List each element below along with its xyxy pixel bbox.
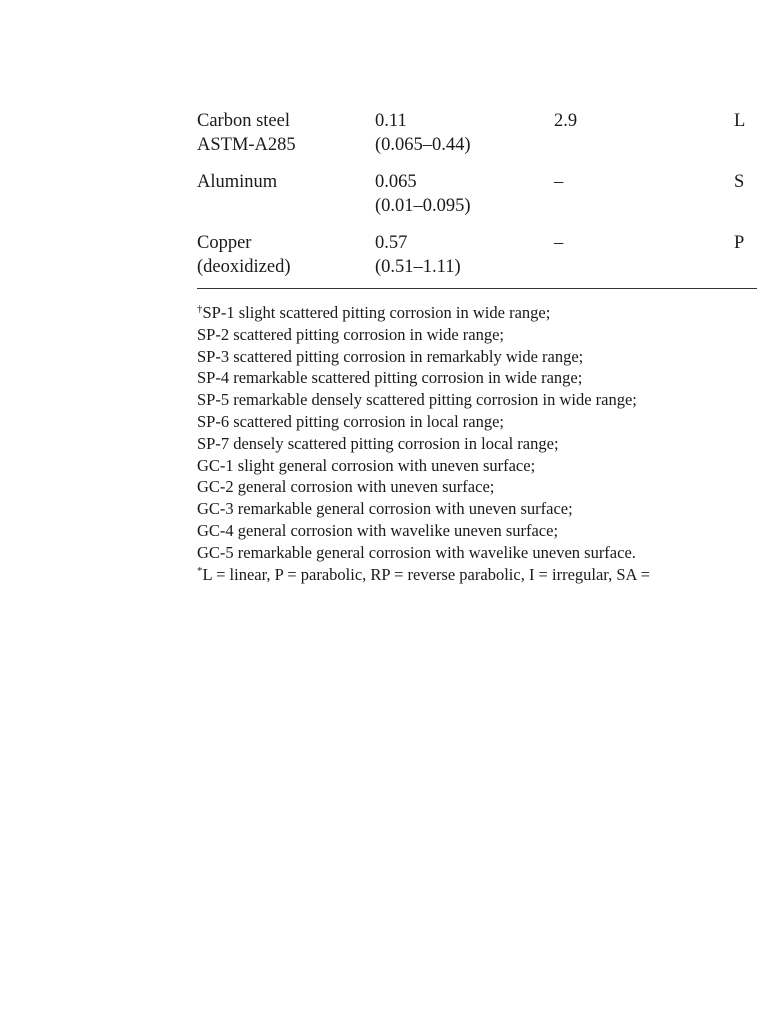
dagger-mark: †: [197, 303, 203, 315]
footnote-line: SP-7 densely scattered pitting corrosion in local range;: [197, 433, 559, 453]
value-cell: –: [554, 233, 564, 253]
value-cell: 2.9: [554, 111, 578, 131]
footnote-line: GC-1 slight general corrosion with uneven surface;: [197, 455, 536, 475]
table-bottom-rule: [197, 288, 757, 289]
material-name: Copper: [197, 233, 252, 253]
rate-cell: [375, 170, 471, 218]
rate-mean: 0.57: [375, 233, 408, 253]
footnote-line: SP-3 scattered pitting corrosion in remarkably wide range;: [197, 346, 584, 366]
footnote-line: GC-3 remarkable general corrosion with uneven surface;: [197, 499, 573, 519]
rate-mean: 0.065: [375, 172, 417, 192]
material-grade: (deoxidized): [197, 257, 291, 277]
rate-cell: [375, 109, 471, 157]
footnotes: [197, 302, 757, 585]
rate-range: (0.51–1.11): [375, 257, 461, 277]
rate-range: (0.01–0.095): [375, 196, 471, 216]
asterisk-mark: *: [197, 564, 203, 577]
material-cell: [197, 109, 296, 157]
footnote-line: SP-2 scattered pitting corrosion in wide range;: [197, 324, 505, 344]
footnote-line: †SP-1 slight scattered pitting corrosion in wide range;: [197, 303, 551, 322]
footnote-star-line: *L = linear, P = parabolic, RP = reverse parabolic, I = irregular, SA =: [197, 564, 650, 584]
material-cell: [197, 231, 291, 279]
rate-mean: 0.11: [375, 111, 407, 131]
footnote-line: SP-4 remarkable scattered pitting corrosion in wide range;: [197, 368, 583, 388]
value-cell: –: [554, 172, 564, 192]
rate-range: (0.065–0.44): [375, 135, 471, 155]
material-grade: ASTM-A285: [197, 135, 296, 155]
material-name: Carbon steel: [197, 111, 290, 131]
corrosion-table: [197, 109, 757, 291]
type-cell: S: [734, 172, 745, 192]
table-row: [197, 170, 757, 231]
material-name: Aluminum: [197, 172, 278, 192]
footnote-line: GC-4 general corrosion with wavelike uneven surface;: [197, 520, 559, 540]
type-cell: L: [734, 111, 746, 131]
material-cell: [197, 170, 277, 194]
table-row: [197, 109, 757, 170]
footnote-line: SP-6 scattered pitting corrosion in local range;: [197, 411, 505, 431]
footnote-line: GC-5 remarkable general corrosion with wavelike uneven surface.: [197, 542, 636, 562]
footnote-line: GC-2 general corrosion with uneven surface;: [197, 477, 495, 497]
table-row: [197, 231, 757, 291]
type-cell: P: [734, 233, 745, 253]
rate-cell: [375, 231, 461, 279]
footnote-line: SP-5 remarkable densely scattered pitting corrosion in wide range;: [197, 390, 637, 410]
